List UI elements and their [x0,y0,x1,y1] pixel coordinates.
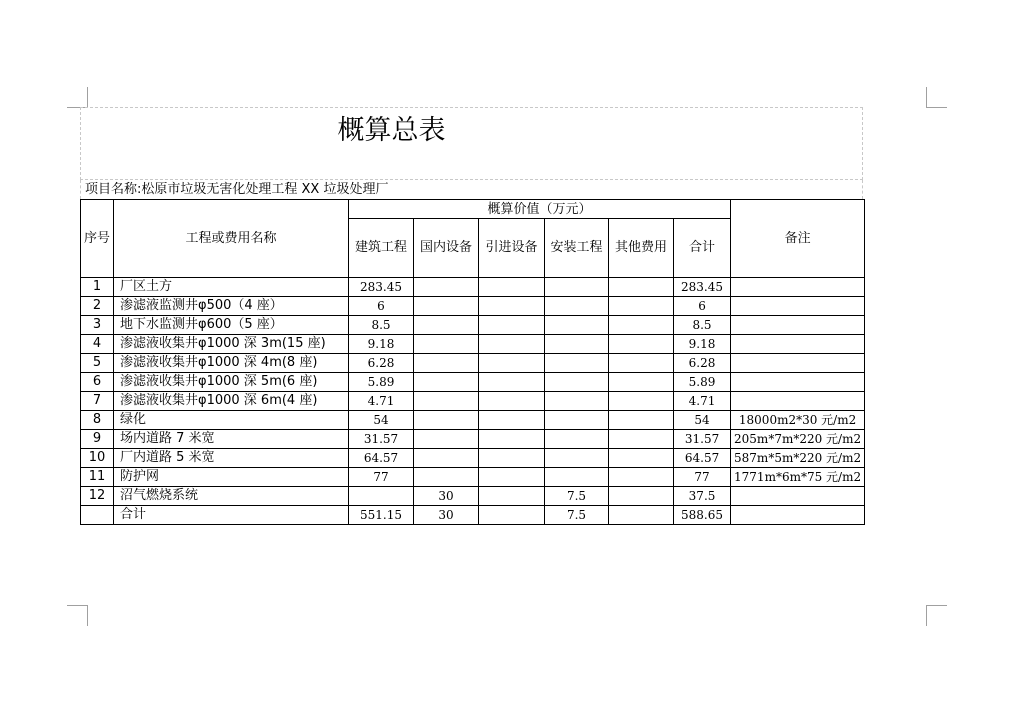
cell-other [609,430,674,449]
cell-other [609,297,674,316]
cell-other [609,468,674,487]
cell-other [609,316,674,335]
cell-install [545,316,609,335]
cell-seq: 10 [81,449,114,468]
cell-other [609,335,674,354]
cell-domestic [414,430,479,449]
table-row [81,449,865,468]
cell-other [609,449,674,468]
cell-domestic [414,316,479,335]
cell-imported [479,278,545,297]
cell-seq: 12 [81,487,114,506]
cell-total: 37.5 [674,487,731,506]
cell-imported [479,430,545,449]
table-row [81,506,865,525]
cell-name: 防护网 [114,468,349,487]
cell-domestic [414,297,479,316]
cell-total: 283.45 [674,278,731,297]
cell-domestic [414,278,479,297]
margin-corner-mark [67,87,88,108]
table-row [81,392,865,411]
page-title: 概算总表 [337,115,446,146]
cell-total: 8.5 [674,316,731,335]
cell-domestic [414,373,479,392]
cell-total: 64.57 [674,449,731,468]
cell-domestic [414,354,479,373]
cell-imported [479,449,545,468]
cell-seq: 11 [81,468,114,487]
cell-install [545,468,609,487]
cell-remark [731,392,865,411]
header-col-total: 合计 [674,219,731,278]
cell-remark [731,487,865,506]
cell-seq: 3 [81,316,114,335]
table-row [81,354,865,373]
cell-imported [479,468,545,487]
cell-imported [479,411,545,430]
table-row [81,335,865,354]
cell-name: 渗滤液收集井φ1000 深 4m(8 座) [114,354,349,373]
cell-other [609,411,674,430]
cell-name: 沼气燃烧系统 [114,487,349,506]
cell-build: 6.28 [349,354,414,373]
cell-seq: 2 [81,297,114,316]
cell-imported [479,335,545,354]
cell-other [609,354,674,373]
cell-seq: 4 [81,335,114,354]
header-name: 工程或费用名称 [114,200,349,278]
cell-install [545,411,609,430]
cell-total: 5.89 [674,373,731,392]
cell-domestic [414,468,479,487]
cell-name: 厂内道路 5 米宽 [114,449,349,468]
cell-remark [731,278,865,297]
cell-install [545,297,609,316]
cell-install [545,449,609,468]
header-col-build: 建筑工程 [349,219,414,278]
cell-remark [731,354,865,373]
header-col-imported: 引进设备 [479,219,545,278]
cell-remark [731,373,865,392]
header-col-other: 其他费用 [609,219,674,278]
cell-install: 7.5 [545,506,609,525]
cell-seq: 8 [81,411,114,430]
cell-domestic [414,449,479,468]
cell-seq: 9 [81,430,114,449]
cell-total: 6.28 [674,354,731,373]
cell-build: 77 [349,468,414,487]
cell-install: 7.5 [545,487,609,506]
cell-total: 588.65 [674,506,731,525]
table-row [81,278,865,297]
cell-seq: 6 [81,373,114,392]
cell-domestic: 30 [414,487,479,506]
cell-remark [731,297,865,316]
cell-other [609,487,674,506]
table-row [81,373,865,392]
cell-seq: 1 [81,278,114,297]
cell-name: 合计 [114,506,349,525]
cell-total: 6 [674,297,731,316]
cell-seq: 7 [81,392,114,411]
cell-build: 4.71 [349,392,414,411]
cell-domestic [414,392,479,411]
cell-remark: 587m*5m*220 元/m2 [731,449,865,468]
cell-imported [479,392,545,411]
cell-build: 551.15 [349,506,414,525]
table-row [81,411,865,430]
cell-total: 54 [674,411,731,430]
budget-table [80,199,865,525]
cell-total: 77 [674,468,731,487]
cell-build: 5.89 [349,373,414,392]
cell-domestic [414,411,479,430]
cell-install [545,354,609,373]
cell-domestic [414,335,479,354]
header-remark: 备注 [731,200,865,278]
header-value-group: 概算价值（万元） [349,200,731,219]
cell-name: 绿化 [114,411,349,430]
cell-name: 渗滤液收集井φ1000 深 3m(15 座) [114,335,349,354]
cell-domestic: 30 [414,506,479,525]
cell-other [609,373,674,392]
cell-name: 厂区土方 [114,278,349,297]
cell-imported [479,506,545,525]
margin-corner-mark [926,87,947,108]
table-row [81,468,865,487]
header-seq: 序号 [81,200,114,278]
cell-imported [479,316,545,335]
cell-remark [731,506,865,525]
cell-total: 4.71 [674,392,731,411]
cell-other [609,506,674,525]
margin-corner-mark [926,605,947,626]
cell-build [349,487,414,506]
cell-imported [479,373,545,392]
table-row [81,297,865,316]
cell-remark [731,335,865,354]
cell-other [609,392,674,411]
cell-remark [731,316,865,335]
cell-seq [81,506,114,525]
cell-imported [479,354,545,373]
table-row [81,316,865,335]
cell-seq: 5 [81,354,114,373]
cell-name: 渗滤液收集井φ1000 深 6m(4 座) [114,392,349,411]
cell-install [545,373,609,392]
cell-build: 9.18 [349,335,414,354]
cell-name: 渗滤液收集井φ1000 深 5m(6 座) [114,373,349,392]
cell-remark: 18000m2*30 元/m2 [731,411,865,430]
cell-name: 场内道路 7 米宽 [114,430,349,449]
cell-install [545,278,609,297]
table-row [81,430,865,449]
cell-install [545,430,609,449]
table-row [81,487,865,506]
cell-build: 6 [349,297,414,316]
cell-imported [479,297,545,316]
cell-remark: 1771m*6m*75 元/m2 [731,468,865,487]
cell-imported [479,487,545,506]
cell-build: 31.57 [349,430,414,449]
cell-total: 9.18 [674,335,731,354]
cell-remark: 205m*7m*220 元/m2 [731,430,865,449]
header-col-domestic: 国内设备 [414,219,479,278]
cell-install [545,392,609,411]
cell-build: 283.45 [349,278,414,297]
cell-name: 渗滤液监测井φ500（4 座） [114,297,349,316]
cell-build: 64.57 [349,449,414,468]
cell-install [545,335,609,354]
cell-build: 8.5 [349,316,414,335]
cell-name: 地下水监测井φ600（5 座） [114,316,349,335]
cell-total: 31.57 [674,430,731,449]
cell-build: 54 [349,411,414,430]
margin-corner-mark [67,605,88,626]
project-name-label: 项目名称:松原市垃圾无害化处理工程 XX 垃圾处理厂 [80,180,863,199]
header-col-install: 安装工程 [545,219,609,278]
cell-other [609,278,674,297]
